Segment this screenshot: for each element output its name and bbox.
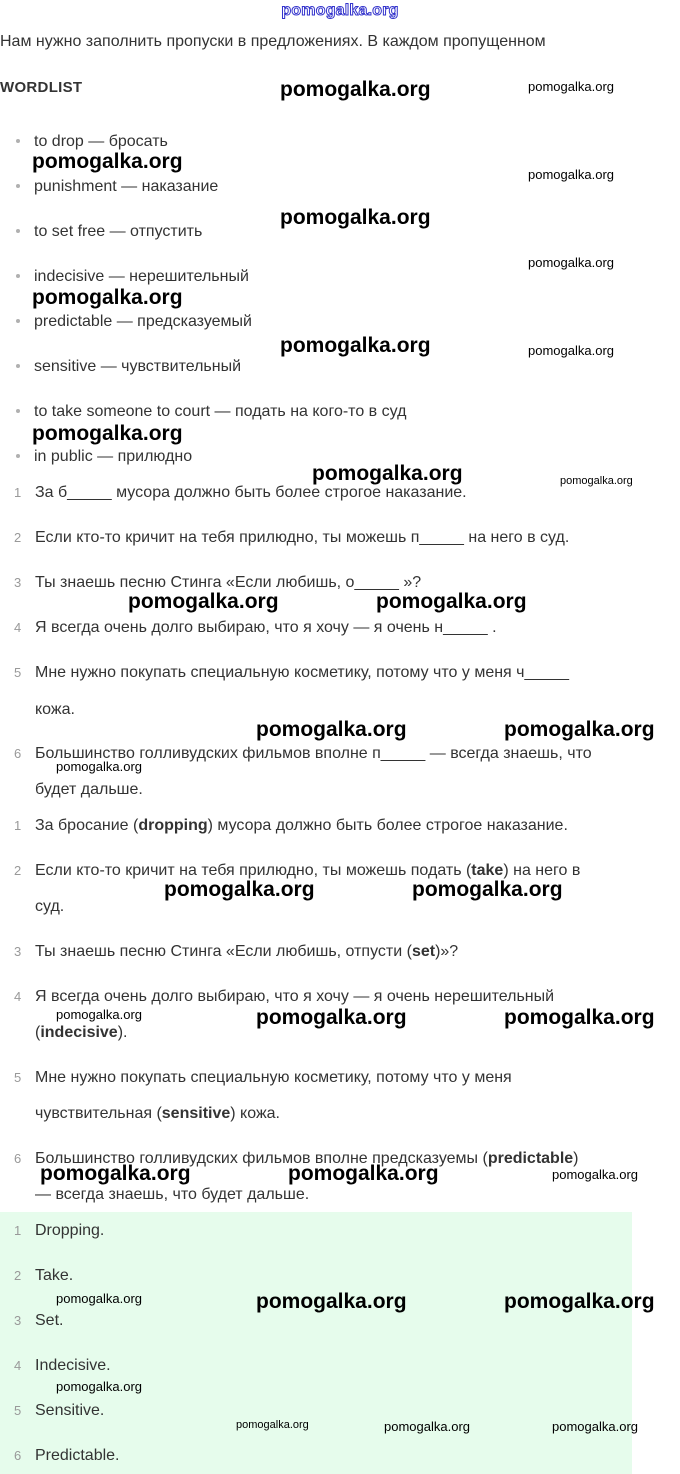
watermark: pomogalka.org	[128, 590, 279, 613]
item-number: 3	[14, 1313, 22, 1328]
bullet-icon	[16, 139, 20, 143]
watermark: pomogalka.org	[256, 1006, 407, 1029]
watermark: pomogalka.org	[528, 79, 614, 94]
answers-panel	[0, 1212, 632, 1474]
wordlist-item	[14, 176, 218, 198]
watermark: pomogalka.org	[164, 878, 315, 901]
watermark: pomogalka.org	[32, 150, 183, 173]
answer-text: Predictable.	[35, 1447, 120, 1464]
text-part: ) мусора должно быть более строгое наказание.	[207, 817, 568, 834]
item-number: 4	[14, 1358, 22, 1373]
filled-text: Я всегда очень долго выбираю, что я хочу — я очень нерешительный	[35, 988, 555, 1005]
watermark: pomogalka.org	[56, 1007, 142, 1022]
answer-word: sensitive	[161, 1105, 231, 1122]
exercise-text: Если кто-то кричит на тебя прилюдно, ты можешь п_____ на него в суд.	[35, 529, 570, 546]
item-number: 1	[14, 818, 22, 833]
item-number: 4	[14, 989, 22, 1004]
exercise-text: Ты знаешь песню Стинга «Если любишь, о_____ »?	[35, 574, 422, 591]
item-number: 6	[14, 1151, 22, 1166]
filled-text: — всегда знаешь, что будет дальше.	[35, 1186, 310, 1203]
exercise-text: Мне нужно покупать специальную косметику, потому что у меня ч_____	[35, 664, 569, 681]
exercise-text: будет дальше.	[35, 781, 143, 798]
intro-text: Нам нужно заполнить пропуски в предложениях. В каждом пропущенном	[0, 33, 546, 50]
wordlist-item	[14, 356, 241, 378]
bullet-icon	[16, 409, 20, 413]
filled-text	[35, 933, 675, 970]
item-number: 3	[14, 944, 22, 959]
wordlist-item-text: to drop — бросать	[34, 133, 168, 150]
exercise-text: кожа.	[35, 701, 75, 718]
answer-text: Take.	[35, 1267, 74, 1284]
item-number: 5	[14, 665, 22, 680]
wordlist-item-text: sensitive — чувствительный	[34, 358, 242, 375]
watermark: pomogalka.org	[384, 1419, 470, 1434]
filled-text	[35, 807, 675, 844]
wordlist-item-text: to set free — отпустить	[34, 223, 203, 240]
answer-word: set	[411, 943, 436, 960]
item-number: 2	[14, 863, 22, 878]
wordlist-item-text: predictable — предсказуемый	[34, 313, 252, 330]
watermark: pomogalka.org	[256, 1290, 407, 1313]
watermark: pomogalka.org	[56, 1291, 142, 1306]
exercise-text: Большинство голливудских фильмов вполне п_____ — всегда знаешь, что	[35, 745, 592, 762]
answer-word: dropping	[138, 817, 208, 834]
bullet-icon	[16, 319, 20, 323]
bullet-icon	[16, 184, 20, 188]
filled-text	[35, 1095, 675, 1132]
watermark: pomogalka.org	[236, 1419, 309, 1431]
text-part: )	[573, 1150, 579, 1167]
answer-text: Sensitive.	[35, 1402, 105, 1419]
answer-text: Set.	[35, 1312, 64, 1329]
item-number: 4	[14, 620, 22, 635]
text-part: Если кто-то кричит на тебя прилюдно, ты можешь подать (	[35, 862, 472, 879]
watermark: pomogalka.org	[56, 1379, 142, 1394]
bullet-icon	[16, 229, 20, 233]
text-part: За бросание (	[35, 817, 139, 834]
watermark: pomogalka.org	[504, 1290, 655, 1313]
watermark: pomogalka.org	[32, 286, 183, 309]
wordlist-item-text: to take someone to court — подать на кого-то в суд	[34, 403, 407, 420]
watermark: pomogalka.org	[376, 590, 527, 613]
wordlist-item-text: indecisive — нерешительный	[34, 268, 249, 285]
wordlist-item	[14, 311, 252, 333]
watermark: pomogalka.org	[560, 475, 633, 487]
answer-word: predictable	[487, 1150, 574, 1167]
wordlist-item	[14, 221, 202, 243]
text-part: ).	[117, 1024, 128, 1041]
answer-word: take	[471, 862, 504, 879]
exercise-text: За б_____ мусора должно быть более строгое наказание.	[35, 484, 467, 501]
watermark: pomogalka.org	[528, 167, 614, 182]
wordlist-item	[14, 446, 192, 468]
text-part: чувствительная (	[35, 1105, 162, 1122]
wordlist-item-text: in public — прилюдно	[34, 448, 193, 465]
bullet-icon	[16, 454, 20, 458]
answer-text: Dropping.	[35, 1222, 105, 1239]
text-part: Ты знаешь песню Стинга «Если любишь, отпусти (	[35, 943, 412, 960]
wordlist-item-text: punishment — наказание	[34, 178, 219, 195]
watermark: pomogalka.org	[256, 718, 407, 741]
item-number: 1	[14, 485, 22, 500]
bullet-icon	[16, 364, 20, 368]
watermark: pomogalka.org	[280, 206, 431, 229]
text-part: )»?	[435, 943, 459, 960]
watermark: pomogalka.org	[40, 1162, 191, 1185]
item-number: 1	[14, 1223, 22, 1238]
wordlist-heading: WORDLIST	[0, 79, 83, 96]
item-number: 2	[14, 530, 22, 545]
watermark: pomogalka.org	[32, 422, 183, 445]
item-number: 3	[14, 575, 22, 590]
item-number: 5	[14, 1403, 22, 1418]
text-part: Большинство голливудских фильмов вполне предсказуемы (	[35, 1150, 488, 1167]
watermark: pomogalka.org	[528, 343, 614, 358]
filled-text: суд.	[35, 898, 65, 915]
wordlist-item	[14, 401, 406, 423]
filled-text: Мне нужно покупать специальную косметику, потому что у меня	[35, 1069, 512, 1086]
wordlist-item	[14, 266, 249, 288]
watermark: pomogalka.org	[504, 718, 655, 741]
watermark: pomogalka.org	[312, 462, 463, 485]
watermark: pomogalka.org	[280, 334, 431, 357]
watermark: pomogalka.org	[528, 255, 614, 270]
site-watermark-top[interactable]: pomogalka.org	[281, 2, 399, 19]
watermark: pomogalka.org	[504, 1006, 655, 1029]
watermark: pomogalka.org	[552, 1419, 638, 1434]
bullet-icon	[16, 274, 20, 278]
watermark: pomogalka.org	[56, 759, 142, 774]
answer-word: indecisive	[40, 1024, 118, 1041]
watermark: pomogalka.org	[288, 1162, 439, 1185]
item-number: 2	[14, 1268, 22, 1283]
text-part: ) кожа.	[230, 1105, 280, 1122]
watermark: pomogalka.org	[280, 78, 431, 101]
text-part: (	[35, 1024, 41, 1041]
item-number: 6	[14, 746, 22, 761]
item-number: 5	[14, 1070, 22, 1085]
text-part: ) на него в	[503, 862, 581, 879]
item-number: 6	[14, 1448, 22, 1463]
answer-text: Indecisive.	[35, 1357, 111, 1374]
exercise-text: Я всегда очень долго выбираю, что я хочу — я очень н_____ .	[35, 619, 497, 636]
watermark: pomogalka.org	[412, 878, 563, 901]
watermark: pomogalka.org	[552, 1167, 638, 1182]
filled-text	[35, 852, 675, 889]
